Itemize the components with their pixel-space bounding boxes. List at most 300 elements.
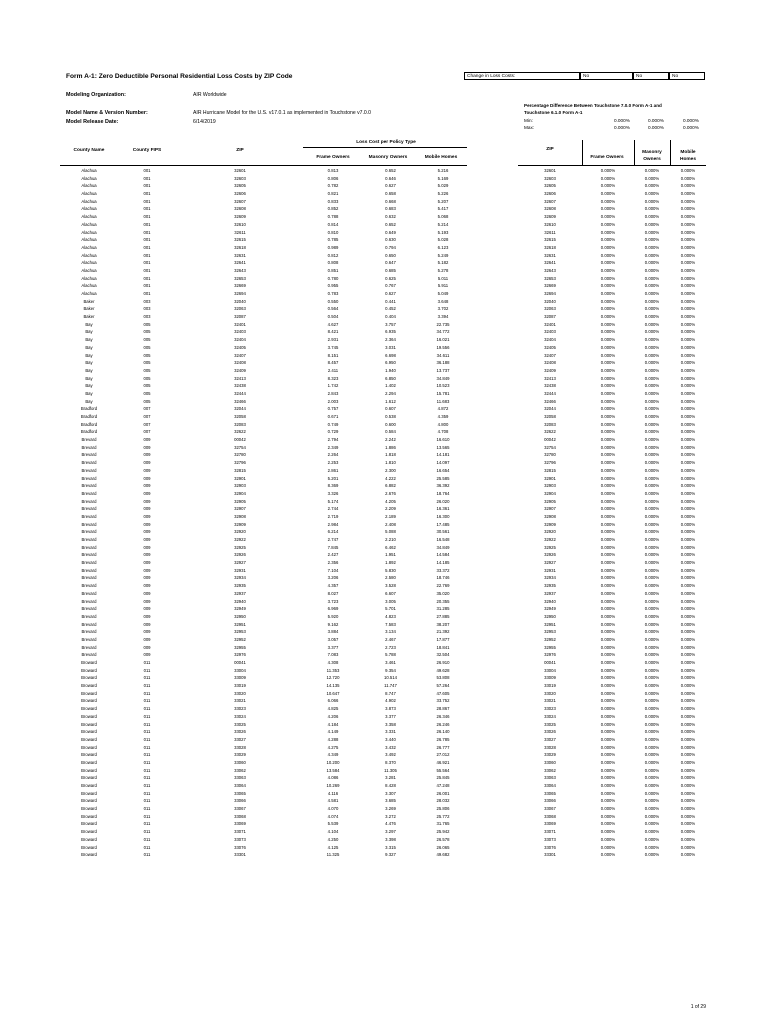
pct-frame-cell: 0.000% — [600, 383, 616, 389]
pct-mobile-cell: 0.000% — [680, 267, 696, 273]
pct-mobile-cell: 0.000% — [680, 206, 696, 212]
zip-cell: 32653 — [234, 275, 246, 281]
zip-cell: 32901 — [234, 475, 246, 481]
zip-cell: 32949 — [234, 606, 246, 612]
frame-cell: 6.214 — [327, 529, 339, 535]
zip-cell: 32087 — [544, 314, 556, 320]
mobile-cell: 34.849 — [436, 544, 450, 550]
county-cell: Brevard — [81, 552, 97, 558]
fips-cell: 007 — [143, 421, 151, 427]
table-row — [60, 352, 467, 360]
pct-frame-cell: 0.000% — [600, 237, 616, 243]
table-row — [60, 213, 467, 221]
table-row — [60, 744, 467, 752]
pct-mobile-cell: 0.000% — [680, 329, 696, 335]
pct-mobile-cell: 0.000% — [680, 683, 696, 689]
zip-cell: 32903 — [234, 483, 246, 489]
pct-frame-cell: 0.000% — [600, 360, 616, 366]
fips-cell: 009 — [143, 567, 151, 573]
pct-frame-cell: 0.000% — [600, 590, 616, 596]
pct-table-row — [518, 774, 706, 782]
pct-mobile-cell: 0.000% — [680, 183, 696, 189]
masonry-cell: 2.364 — [385, 337, 396, 343]
zip-cell: 32694 — [544, 291, 556, 296]
pct-table-row — [518, 682, 706, 690]
frame-cell: 6.969 — [327, 606, 339, 612]
mobile-cell: 57.264 — [436, 683, 450, 689]
mobile-cell: 26.777 — [436, 744, 450, 750]
fips-cell: 011 — [143, 660, 151, 665]
masonry-cell: 1.402 — [385, 383, 396, 389]
pct-masonry-cell: 0.000% — [644, 352, 660, 358]
masonry-cell: 5.830 — [385, 567, 396, 573]
zip-cell: 32934 — [544, 575, 556, 581]
zip-cell: 33009 — [234, 675, 246, 681]
zip-cell: 33029 — [544, 752, 556, 758]
zip-cell: 33024 — [544, 713, 556, 719]
frame-cell: 5.174 — [327, 498, 339, 504]
fips-cell: 011 — [143, 806, 151, 812]
zip-cell: 32608 — [234, 206, 246, 212]
county-cell: Bradford — [80, 429, 98, 435]
form-title: Form A-1: Zero Deductible Personal Residential Loss Costs by ZIP Code — [66, 73, 293, 80]
pct-frame-cell: 0.000% — [600, 844, 616, 850]
mobile-cell: 26.246 — [436, 721, 450, 727]
frame-cell: 3.057 — [327, 636, 339, 642]
table-row — [60, 498, 467, 506]
zip-cell: 32940 — [544, 598, 556, 604]
mobile-cell: 28.032 — [436, 798, 450, 804]
masonry-cell: 0.452 — [385, 306, 396, 312]
table-row — [60, 782, 467, 790]
pct-frame-cell: 0.000% — [600, 252, 616, 258]
masonry-cell: 8.370 — [385, 759, 396, 765]
pct-frame-cell: 0.000% — [600, 652, 616, 658]
frame-cell: 4.125 — [327, 844, 339, 850]
table-row — [60, 651, 467, 659]
fips-cell: 005 — [143, 383, 151, 389]
pct-masonry-cell: 0.000% — [644, 321, 660, 327]
pct-difference-table — [518, 167, 706, 859]
pct-masonry-cell: 0.000% — [644, 560, 660, 566]
org-value: AIR Worldwide — [193, 92, 227, 98]
pct-mobile-cell: 0.000% — [680, 621, 696, 627]
table-row — [60, 774, 467, 782]
county-cell: Baker — [83, 306, 95, 312]
frame-cell: 0.989 — [327, 244, 339, 250]
county-cell: Broward — [81, 783, 97, 788]
table-row — [60, 790, 467, 798]
pct-masonry-cell: 0.000% — [644, 375, 660, 381]
mobile-cell: 17.485 — [436, 521, 450, 527]
table-row — [60, 590, 467, 598]
table-row — [60, 505, 467, 513]
pct-masonry-cell: 0.000% — [644, 367, 660, 373]
fips-cell: 009 — [143, 613, 151, 619]
pct-frame-cell: 0.000% — [600, 783, 616, 788]
masonry-cell: 0.658 — [385, 191, 396, 197]
pct-masonry-cell: 0.000% — [644, 806, 660, 812]
pct-table-row — [518, 190, 706, 198]
zip-cell: 32643 — [544, 267, 556, 273]
pct-frame-cell: 0.000% — [600, 406, 616, 412]
masonry-cell: 4.205 — [385, 498, 396, 504]
zip-cell: 32780 — [544, 452, 556, 458]
fips-cell: 009 — [143, 590, 151, 596]
pct-mobile-cell: 0.000% — [680, 275, 696, 281]
col-header-zip: ZIP — [236, 148, 244, 153]
zip-cell: 32615 — [234, 237, 246, 243]
zip-cell: 32409 — [544, 367, 556, 373]
pct-frame-cell: 0.000% — [600, 414, 616, 419]
mobile-cell: 13.565 — [436, 444, 450, 450]
frame-cell: 0.852 — [327, 206, 339, 212]
pct-frame-cell: 0.000% — [600, 713, 616, 719]
pct-frame-cell: 0.000% — [600, 498, 616, 504]
table-row — [60, 690, 467, 698]
pct-mobile-cell: 0.000% — [680, 560, 696, 566]
table-row — [60, 229, 467, 237]
fips-cell: 011 — [143, 821, 151, 827]
pct-mobile-cell: 0.000% — [680, 783, 696, 788]
masonry-cell: 0.404 — [385, 314, 396, 320]
pct-masonry-cell: 0.000% — [644, 421, 660, 427]
right-col-header-masonry-2: Owners — [643, 157, 661, 162]
pct-masonry-cell: 0.000% — [644, 390, 660, 396]
zip-cell: 32937 — [234, 590, 246, 596]
county-cell: Bay — [85, 390, 93, 396]
masonry-cell: 3.873 — [385, 706, 396, 712]
pct-masonry-cell: 0.000% — [644, 590, 660, 596]
masonry-cell: 0.650 — [385, 252, 396, 258]
zip-cell: 32754 — [544, 444, 556, 450]
pct-mobile-cell: 0.000% — [680, 175, 696, 181]
pct-mobile-cell: 0.000% — [680, 460, 696, 466]
pct-table-row — [518, 697, 706, 705]
table-row — [60, 728, 467, 736]
masonry-cell: 0.627 — [385, 291, 396, 296]
mobile-cell: 22.769 — [436, 583, 450, 589]
pct-frame-cell: 0.000% — [600, 513, 616, 519]
pct-masonry-cell: 0.000% — [644, 275, 660, 281]
col-header-masonry: Masonry Owners — [368, 155, 408, 160]
masonry-cell: 3.377 — [385, 713, 396, 719]
frame-cell: 2.411 — [327, 367, 339, 373]
zip-cell: 32605 — [544, 183, 556, 189]
mobile-cell: 26.910 — [436, 660, 450, 665]
pct-masonry-cell: 0.000% — [644, 483, 660, 489]
mobile-cell: 5.068 — [437, 214, 449, 220]
pct-mobile-cell: 0.000% — [680, 506, 696, 512]
table-row — [60, 667, 467, 675]
county-cell: Alachua — [81, 175, 97, 181]
pct-mobile-cell: 0.000% — [680, 214, 696, 220]
fips-cell: 009 — [143, 621, 151, 627]
model-label: Model Name & Version Number: — [66, 110, 148, 116]
zip-cell: 32935 — [544, 583, 556, 589]
table-row — [60, 298, 467, 306]
zip-cell: 33060 — [234, 759, 246, 765]
pct-mobile-cell: 0.000% — [680, 191, 696, 197]
fips-cell: 009 — [143, 644, 151, 650]
pct-frame-cell: 0.000% — [600, 729, 616, 735]
pct-frame-cell: 0.000% — [600, 836, 616, 842]
pct-frame-cell: 0.000% — [600, 552, 616, 558]
zip-cell: 33026 — [234, 729, 246, 735]
county-cell: Bay — [85, 367, 93, 373]
zip-cell: 32618 — [544, 244, 556, 250]
zip-cell: 00041 — [234, 660, 246, 665]
pct-masonry-cell: 0.000% — [644, 675, 660, 681]
pct-mobile-cell: 0.000% — [680, 744, 696, 750]
fips-cell: 011 — [143, 783, 151, 788]
masonry-cell: 0.652 — [385, 221, 396, 227]
frame-cell: 14.135 — [326, 683, 340, 689]
table-row — [60, 682, 467, 690]
zip-cell: 33026 — [544, 729, 556, 735]
zip-cell: 33021 — [234, 698, 246, 704]
zip-cell: 32796 — [544, 460, 556, 466]
pct-frame-cell: 0.000% — [600, 852, 616, 858]
pct-mobile-cell: 0.000% — [680, 790, 696, 796]
frame-cell: 4.308 — [327, 660, 339, 665]
table-row — [60, 521, 467, 529]
zip-cell: 33028 — [234, 744, 246, 750]
pct-mobile-cell: 0.000% — [680, 521, 696, 527]
pct-table-row — [518, 521, 706, 529]
pct-frame-cell: 0.000% — [600, 421, 616, 427]
pct-mobile-cell: 0.000% — [680, 567, 696, 573]
masonry-cell: 0.685 — [385, 267, 396, 273]
fips-cell: 009 — [143, 498, 151, 504]
pct-masonry-cell: 0.000% — [644, 821, 660, 827]
zip-cell: 32606 — [234, 191, 246, 197]
pct-frame-cell: 0.000% — [600, 675, 616, 681]
frame-cell: 3.206 — [327, 575, 339, 581]
pct-mobile-cell: 0.000% — [680, 414, 696, 419]
pct-table-row — [518, 644, 706, 652]
pct-frame-cell: 0.000% — [600, 575, 616, 581]
zip-cell: 32606 — [544, 191, 556, 197]
pct-masonry-cell: 0.000% — [644, 513, 660, 519]
pct-mobile-cell: 0.000% — [680, 852, 696, 858]
masonry-cell: 9.354 — [385, 667, 396, 673]
pct-masonry-cell: 0.000% — [644, 414, 660, 419]
masonry-cell: 2.676 — [385, 490, 396, 496]
pct-frame-cell: 0.000% — [600, 667, 616, 673]
frame-cell: 0.550 — [327, 298, 339, 304]
zip-cell: 33065 — [234, 790, 246, 796]
pct-frame-cell: 0.000% — [600, 736, 616, 742]
pct-frame-cell: 0.000% — [600, 598, 616, 604]
county-cell: Broward — [81, 829, 97, 835]
fips-cell: 007 — [143, 429, 151, 435]
frame-cell: 0.780 — [327, 275, 339, 281]
zip-cell: 33071 — [234, 829, 246, 835]
mobile-cell: 14.181 — [436, 452, 450, 458]
mobile-cell: 5.029 — [437, 183, 449, 189]
table-row — [60, 259, 467, 267]
frame-cell: 4.206 — [327, 713, 339, 719]
pct-masonry-cell: 0.000% — [644, 344, 660, 350]
county-cell: Bay — [85, 321, 93, 327]
pct-masonry-cell: 0.000% — [644, 244, 660, 250]
zip-cell: 33069 — [234, 821, 246, 827]
mobile-cell: 25.806 — [436, 806, 450, 812]
masonry-cell: 0.441 — [385, 298, 396, 304]
county-cell: Alachua — [81, 267, 97, 273]
zip-cell: 32949 — [544, 606, 556, 612]
zip-cell: 32040 — [234, 298, 246, 304]
zip-cell: 32444 — [544, 390, 556, 396]
county-cell: Alachua — [81, 206, 97, 212]
mobile-cell: 25.845 — [436, 775, 450, 781]
masonry-cell: 3.492 — [385, 752, 396, 758]
zip-cell: 32643 — [234, 267, 246, 273]
frame-cell: 7.104 — [327, 567, 339, 573]
fips-cell: 001 — [143, 206, 151, 212]
table-row — [60, 490, 467, 498]
pct-masonry-cell: 0.000% — [644, 452, 660, 458]
frame-cell: 10.269 — [326, 783, 340, 788]
fips-cell: 005 — [143, 344, 151, 350]
right-header-divider-3 — [670, 140, 671, 165]
zip-cell: 33009 — [544, 675, 556, 681]
frame-cell: 4.627 — [327, 321, 339, 327]
pct-table-row — [518, 751, 706, 759]
pct-table-row — [518, 421, 706, 429]
pct-masonry-cell: 0.000% — [644, 798, 660, 804]
pct-masonry-cell: 0.000% — [644, 237, 660, 243]
fips-cell: 011 — [143, 836, 151, 842]
pct-masonry-cell: 0.000% — [644, 736, 660, 742]
pct-masonry-cell: 0.000% — [644, 498, 660, 504]
pct-frame-cell: 0.000% — [600, 298, 616, 304]
zip-cell: 32401 — [234, 321, 246, 327]
masonry-cell: 6.882 — [385, 483, 396, 489]
mobile-cell: 5.193 — [437, 229, 449, 235]
pct-table-row — [518, 305, 706, 313]
fips-cell: 003 — [143, 306, 151, 312]
pct-mobile-cell: 0.000% — [680, 552, 696, 558]
frame-cell: 4.074 — [327, 813, 339, 819]
mobile-cell: 26.001 — [436, 790, 450, 796]
max-label: Max: — [524, 125, 535, 130]
fips-cell: 009 — [143, 575, 151, 581]
pct-mobile-cell: 0.000% — [680, 736, 696, 742]
fips-cell: 011 — [143, 775, 151, 781]
zip-cell: 32931 — [234, 567, 246, 573]
mobile-cell: 16.021 — [436, 337, 450, 343]
fips-cell: 001 — [143, 260, 151, 266]
group-underline — [303, 147, 467, 148]
mobile-cell: 5.226 — [437, 191, 449, 197]
pct-mobile-cell: 0.000% — [680, 314, 696, 320]
pct-masonry-cell: 0.000% — [644, 168, 660, 173]
pct-frame-cell: 0.000% — [600, 283, 616, 289]
pct-mobile-cell: 0.000% — [680, 798, 696, 804]
pct-frame-cell: 0.000% — [600, 506, 616, 512]
mobile-cell: 18.746 — [436, 575, 450, 581]
right-header-bottom-rule — [518, 165, 706, 166]
zip-cell: 33025 — [544, 721, 556, 727]
frame-cell: 5.201 — [327, 475, 339, 481]
mobile-cell: 28.867 — [436, 706, 450, 712]
fips-cell: 009 — [143, 521, 151, 527]
pct-masonry-cell: 0.000% — [644, 752, 660, 758]
pct-table-row — [518, 482, 706, 490]
pct-frame-cell: 0.000% — [600, 452, 616, 458]
masonry-cell: 2.210 — [385, 537, 396, 542]
zip-cell: 32603 — [544, 175, 556, 181]
frame-cell: 0.812 — [327, 252, 339, 258]
pct-table-row — [518, 467, 706, 475]
zip-cell: 32615 — [544, 237, 556, 243]
min-frame: 0.000% — [614, 118, 630, 123]
frame-cell: 2.931 — [327, 337, 339, 343]
fips-cell: 009 — [143, 652, 151, 658]
pct-frame-cell: 0.000% — [600, 460, 616, 466]
mobile-cell: 4.708 — [437, 429, 449, 435]
table-row — [60, 313, 467, 321]
mobile-cell: 36.188 — [436, 360, 450, 366]
county-cell: Brevard — [81, 460, 97, 466]
zip-cell: 33064 — [544, 783, 556, 788]
pct-masonry-cell: 0.000% — [644, 360, 660, 366]
zip-cell: 32403 — [234, 329, 246, 335]
pct-mobile-cell: 0.000% — [680, 821, 696, 827]
masonry-cell: 3.461 — [385, 660, 396, 665]
pct-table-row — [518, 344, 706, 352]
county-cell: Brevard — [81, 490, 97, 496]
masonry-cell: 5.088 — [385, 529, 396, 535]
masonry-cell: 1.940 — [385, 367, 396, 373]
frame-cell: 5.920 — [327, 613, 339, 619]
pct-table-row — [518, 313, 706, 321]
masonry-cell: 2.300 — [385, 467, 396, 473]
table-row — [60, 605, 467, 613]
pct-mobile-cell: 0.000% — [680, 475, 696, 481]
frame-cell: 1.742 — [327, 383, 339, 389]
pct-mobile-cell: 0.000% — [680, 421, 696, 427]
mobile-cell: 26.346 — [436, 713, 450, 719]
masonry-cell: 4.902 — [385, 698, 396, 704]
mobile-cell: 26.578 — [436, 836, 450, 842]
mobile-cell: 3.394 — [437, 314, 449, 320]
mobile-cell: 26.065 — [436, 844, 450, 850]
table-row — [60, 475, 467, 483]
pct-mobile-cell: 0.000% — [680, 383, 696, 389]
pct-mobile-cell: 0.000% — [680, 444, 696, 450]
county-cell: Bay — [85, 383, 93, 389]
zip-cell: 33020 — [234, 690, 246, 696]
zip-cell: 32641 — [544, 260, 556, 266]
fips-cell: 009 — [143, 444, 151, 450]
pct-frame-cell: 0.000% — [600, 621, 616, 627]
pct-masonry-cell: 0.000% — [644, 429, 660, 435]
right-header-divider-2 — [634, 140, 635, 165]
masonry-cell: 1.810 — [385, 460, 396, 466]
table-row — [60, 344, 467, 352]
pct-mobile-cell: 0.000% — [680, 360, 696, 366]
mobile-cell: 53.808 — [436, 675, 450, 681]
max-mobile: 0.000% — [683, 125, 699, 130]
mobile-cell: 38.207 — [436, 621, 450, 627]
mobile-cell: 25.772 — [436, 813, 450, 819]
zip-cell: 33071 — [544, 829, 556, 835]
masonry-cell: 3.307 — [385, 790, 396, 796]
masonry-cell: 3.272 — [385, 813, 396, 819]
